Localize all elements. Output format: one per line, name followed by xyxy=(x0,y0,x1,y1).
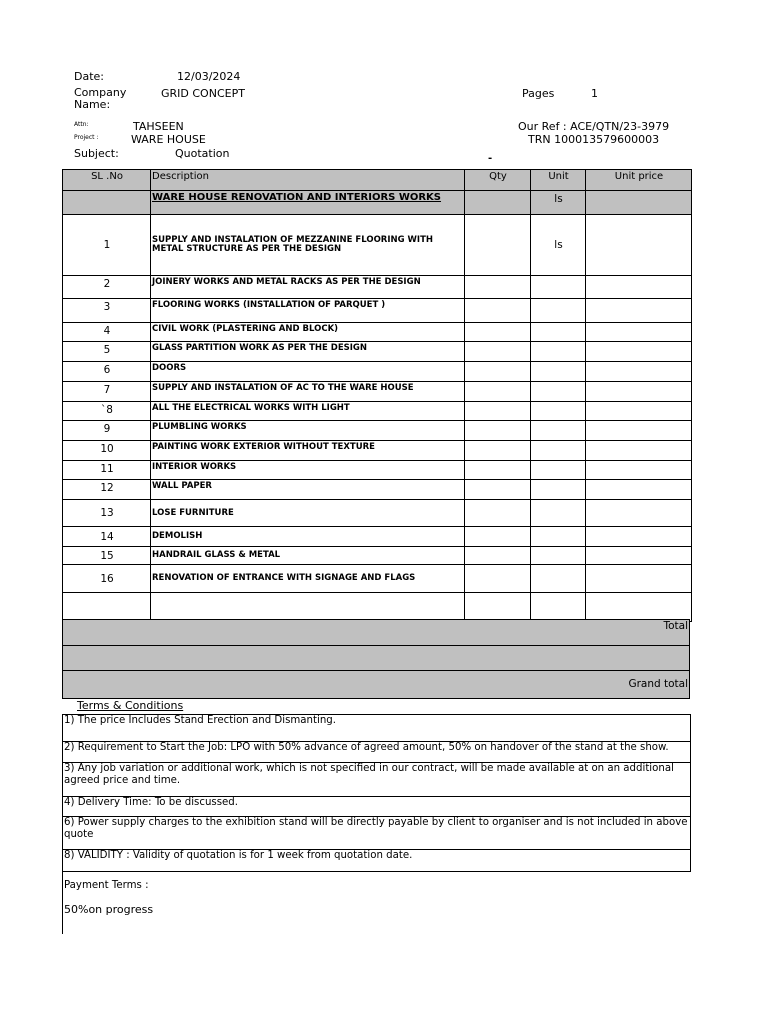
item-description: DEMOLISH xyxy=(151,527,465,547)
subject-value: Quotation xyxy=(175,147,230,160)
blank-cell xyxy=(63,593,151,622)
item-description: SUPPLY AND INSTALATION OF AC TO THE WARE HOUSE xyxy=(151,382,465,402)
term-row xyxy=(63,850,691,872)
col-header-unit: Unit xyxy=(531,170,586,191)
table-row xyxy=(63,480,692,500)
dash-mark: - xyxy=(488,153,493,164)
item-unit xyxy=(531,480,586,500)
item-description: ALL THE ELECTRICAL WORKS WITH LIGHT xyxy=(151,402,465,421)
item-sl-no: 15 xyxy=(63,547,151,565)
term-row xyxy=(63,715,691,742)
item-sl-no: 10 xyxy=(63,441,151,461)
term-item: 1) The price Includes Stand Erection and Dismanting. xyxy=(63,715,691,742)
item-unit-price xyxy=(586,461,692,480)
item-description: LOSE FURNITURE xyxy=(151,500,465,527)
item-description: PAINTING WORK EXTERIOR WITHOUT TEXTURE xyxy=(151,441,465,461)
item-unit xyxy=(531,461,586,480)
item-qty xyxy=(465,362,531,382)
term-item: 3) Any job variation or additional work, which is not specified in our contract, will be made available at on an additional agreed price and time. xyxy=(63,763,691,797)
item-qty xyxy=(465,299,531,323)
item-unit-price xyxy=(586,421,692,441)
item-unit xyxy=(531,362,586,382)
payment-terms-label: Payment Terms : xyxy=(64,880,149,891)
term-row xyxy=(63,742,691,763)
col-header-qty: Qty xyxy=(465,170,531,191)
term-row xyxy=(63,817,691,850)
item-qty xyxy=(465,215,531,276)
item-description: PLUMBLING WORKS xyxy=(151,421,465,441)
item-qty xyxy=(465,461,531,480)
item-qty xyxy=(465,421,531,441)
item-unit-price xyxy=(586,500,692,527)
col-header-unit-price: Unit price xyxy=(586,170,692,191)
item-qty xyxy=(465,323,531,342)
item-description: INTERIOR WORKS xyxy=(151,461,465,480)
table-row xyxy=(63,342,692,362)
item-sl-no: 13 xyxy=(63,500,151,527)
total-label: Total xyxy=(663,620,688,632)
item-unit xyxy=(531,421,586,441)
item-description: GLASS PARTITION WORK AS PER THE DESIGN xyxy=(151,342,465,362)
item-qty xyxy=(465,480,531,500)
date-label: Date: xyxy=(74,70,104,83)
item-qty xyxy=(465,342,531,362)
terms-table xyxy=(62,714,691,872)
item-qty xyxy=(465,276,531,299)
col-header-sl: SL .No xyxy=(63,170,151,191)
item-sl-no: 2 xyxy=(63,276,151,299)
item-unit xyxy=(531,342,586,362)
section-row xyxy=(63,191,692,215)
item-sl-no: 1 xyxy=(63,215,151,276)
item-sl-no: 16 xyxy=(63,565,151,593)
item-description: DOORS xyxy=(151,362,465,382)
grand-total-label: Grand total xyxy=(628,678,688,690)
date-value: 12/03/2024 xyxy=(177,70,241,83)
table-row xyxy=(63,382,692,402)
term-row xyxy=(63,797,691,817)
item-description: CIVIL WORK (PLASTERING AND BLOCK) xyxy=(151,323,465,342)
item-qty xyxy=(465,500,531,527)
item-unit-price xyxy=(586,480,692,500)
pages-label: Pages xyxy=(522,87,555,100)
section-price xyxy=(586,191,692,215)
item-sl-no: 5 xyxy=(63,342,151,362)
table-row xyxy=(63,500,692,527)
project-value: WARE HOUSE xyxy=(131,133,206,146)
table-row xyxy=(63,362,692,382)
item-unit xyxy=(531,565,586,593)
item-sl-no: 7 xyxy=(63,382,151,402)
item-unit-price xyxy=(586,215,692,276)
subject-label: Subject: xyxy=(74,147,119,160)
blank-row xyxy=(63,593,692,622)
item-description: WALL PAPER xyxy=(151,480,465,500)
term-item: 2) Requirement to Start the Job: LPO with 50% advance of agreed amount, 50% on handover of the stand at the show. xyxy=(63,742,691,763)
blank-cell xyxy=(465,593,531,622)
project-label: Project : xyxy=(74,134,99,141)
blank-gray-row xyxy=(62,645,690,671)
item-unit-price xyxy=(586,382,692,402)
section-qty xyxy=(465,191,531,215)
company-value: GRID CONCEPT xyxy=(161,87,245,100)
table-row xyxy=(63,565,692,593)
item-unit: ls xyxy=(531,215,586,276)
item-qty xyxy=(465,527,531,547)
item-description: JOINERY WORKS AND METAL RACKS AS PER THE DESIGN xyxy=(151,276,465,299)
item-description: SUPPLY AND INSTALATION OF MEZZANINE FLOORING WITH METAL STRUCTURE AS PER THE DESIGN xyxy=(151,215,465,276)
item-unit xyxy=(531,402,586,421)
item-unit-price xyxy=(586,402,692,421)
our-ref: Our Ref : ACE/QTN/23-3979 xyxy=(518,120,670,133)
left-border-line xyxy=(62,870,63,934)
section-unit: ls xyxy=(531,191,586,215)
item-unit-price xyxy=(586,362,692,382)
item-unit-price xyxy=(586,342,692,362)
section-title: WARE HOUSE RENOVATION AND INTERIORS WORKS xyxy=(151,191,465,215)
payment-terms-value: 50%on progress xyxy=(64,903,154,916)
table-row xyxy=(63,441,692,461)
table-row xyxy=(63,421,692,441)
attn-value: TAHSEEN xyxy=(133,120,184,133)
item-unit-price xyxy=(586,323,692,342)
item-description: FLOORING WORKS (INSTALLATION OF PARQUET ) xyxy=(151,299,465,323)
total-row xyxy=(62,619,690,646)
blank-cell xyxy=(531,593,586,622)
col-header-description: Description xyxy=(151,170,465,191)
table-row xyxy=(63,461,692,480)
item-unit xyxy=(531,527,586,547)
item-unit xyxy=(531,441,586,461)
table-row xyxy=(63,402,692,421)
item-unit xyxy=(531,276,586,299)
table-row xyxy=(63,215,692,276)
item-qty xyxy=(465,565,531,593)
grand-total-row xyxy=(62,670,690,699)
item-unit xyxy=(531,299,586,323)
item-unit xyxy=(531,500,586,527)
table-row xyxy=(63,527,692,547)
item-unit-price xyxy=(586,527,692,547)
item-sl-no: 6 xyxy=(63,362,151,382)
item-qty xyxy=(465,382,531,402)
table-row xyxy=(63,299,692,323)
item-sl-no: 11 xyxy=(63,461,151,480)
term-row xyxy=(63,763,691,797)
item-unit-price xyxy=(586,276,692,299)
item-unit-price xyxy=(586,547,692,565)
item-qty xyxy=(465,402,531,421)
item-unit xyxy=(531,547,586,565)
item-sl-no: `8 xyxy=(63,402,151,421)
item-sl-no: 9 xyxy=(63,421,151,441)
item-sl-no: 3 xyxy=(63,299,151,323)
company-label: Company Name: xyxy=(74,86,127,111)
pages-value: 1 xyxy=(591,87,598,100)
table-row xyxy=(63,323,692,342)
item-unit-price xyxy=(586,441,692,461)
term-item: 4) Delivery Time: To be discussed. xyxy=(63,797,691,817)
item-unit xyxy=(531,323,586,342)
terms-title: Terms & Conditions xyxy=(77,699,184,712)
attn-label: Attn: xyxy=(74,121,89,128)
item-description: HANDRAIL GLASS & METAL xyxy=(151,547,465,565)
blank-cell xyxy=(586,593,692,622)
item-qty xyxy=(465,547,531,565)
item-sl-no: 12 xyxy=(63,480,151,500)
item-sl-no: 4 xyxy=(63,323,151,342)
trn-number: TRN 100013579600003 xyxy=(528,133,660,146)
blank-cell xyxy=(151,593,465,622)
table-row xyxy=(63,276,692,299)
term-item: 6) Power supply charges to the exhibition stand will be directly payable by client to organiser and is not included in above quote xyxy=(63,817,691,850)
quotation-table xyxy=(62,169,692,622)
item-unit xyxy=(531,382,586,402)
item-description: RENOVATION OF ENTRANCE WITH SIGNAGE AND FLAGS xyxy=(151,565,465,593)
table-row xyxy=(63,547,692,565)
item-unit-price xyxy=(586,299,692,323)
term-item: 8) VALIDITY : Validity of quotation is for 1 week from quotation date. xyxy=(63,850,691,872)
table-header-row xyxy=(63,170,692,191)
item-qty xyxy=(465,441,531,461)
section-sl xyxy=(63,191,151,215)
item-unit-price xyxy=(586,565,692,593)
item-sl-no: 14 xyxy=(63,527,151,547)
